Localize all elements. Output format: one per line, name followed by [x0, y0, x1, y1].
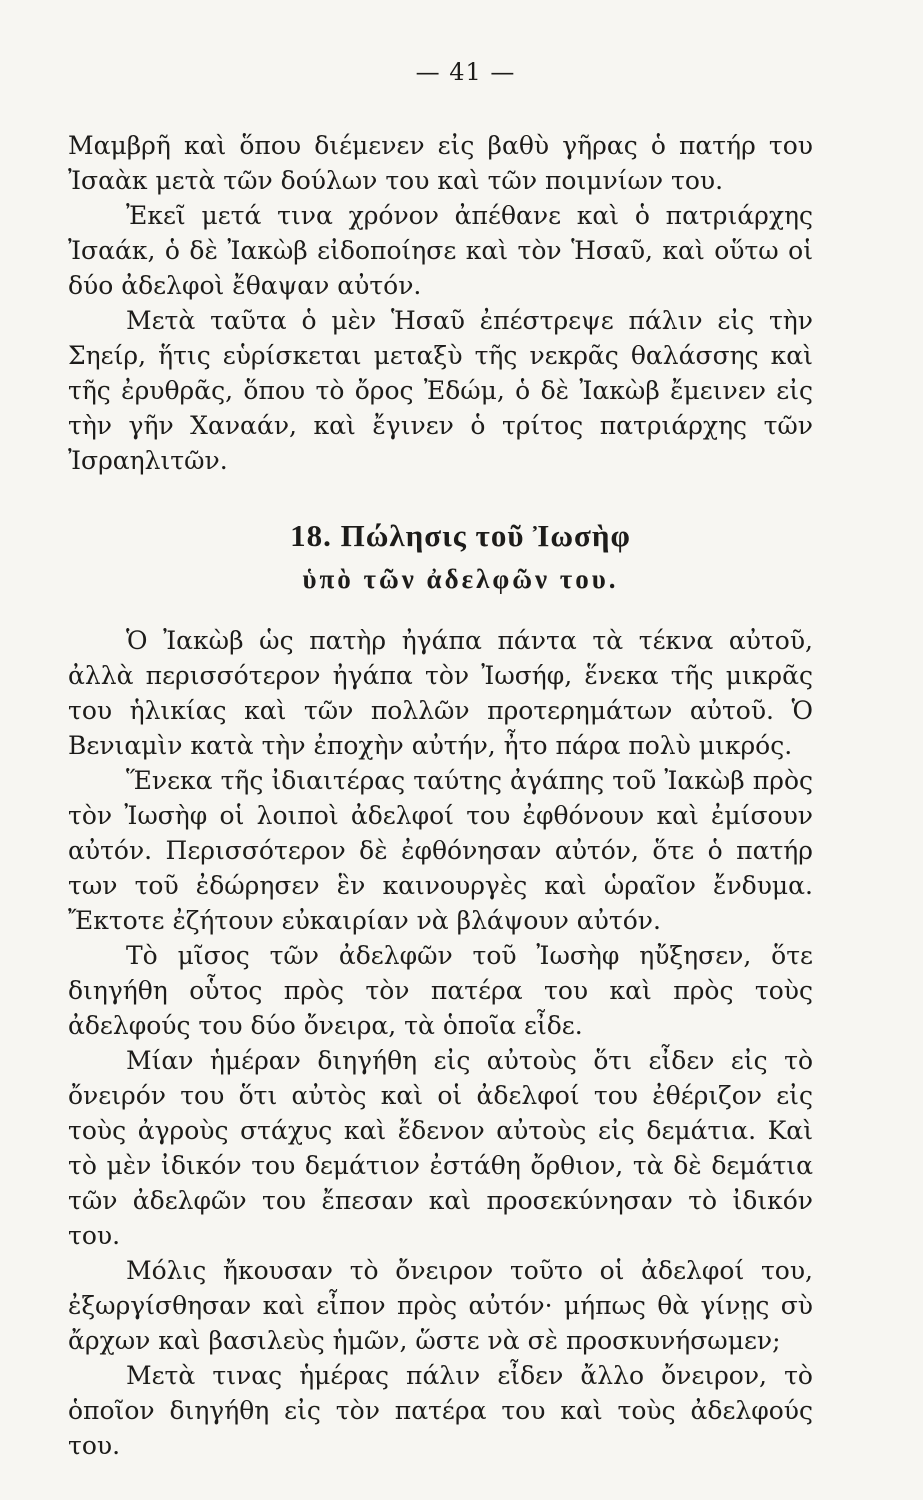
section-heading: 18. Πώλησις τοῦ Ἰωσὴφ — [290, 518, 631, 553]
paragraph: Ἐκεῖ μετά τινα χρόνον ἀπέθανε καὶ ὁ πατριάρχης Ἰσαάκ, ὁ δὲ Ἰακὼβ εἰδοποίησε καὶ τὸν Ἡσαῦ, καὶ οὕτω οἱ δύο ἀδελφοὶ ἔθαψαν αὐτόν. — [68, 201, 813, 300]
paragraph: Μόλις ἤκουσαν τὸ ὄνειρον τοῦτο οἱ ἀδελφοί του, ἐξωργίσθησαν καὶ εἶπον πρὸς αὐτόν· μήπως θὰ γίνῃς σὺ ἄρχων καὶ βασιλεὺς ἡμῶν, ὥστε νὰ σὲ προσκυνήσωμεν; — [68, 1256, 813, 1355]
paragraph: Μετὰ τινας ἡμέρας πάλιν εἶδεν ἄλλο ὄνειρον, τὸ ὁποῖον διηγήθη εἰς τὸν πατέρα του καὶ τοὺς ἀδελφούς του. — [68, 1361, 813, 1460]
paragraph: Μαμβρῆ καὶ ὅπου διέμενεν εἰς βαθὺ γῆρας ὁ πατήρ του Ἰσαὰκ μετὰ τῶν δούλων του καὶ τῶν ποιμνίων του. — [68, 131, 813, 195]
page-number: — 41 — — [415, 58, 516, 86]
paragraph: Ἕνεκα τῆς ἰδιαιτέρας ταύτης ἀγάπης τοῦ Ἰακὼβ πρὸς τὸν Ἰωσὴφ οἱ λοιποὶ ἀδελφοί του ἐφθόνουν καὶ ἐμίσουν αὐτόν. Περισσότερον δὲ ἐφθόνησαν αὐτόν, ὅτε ὁ πατήρ των τοῦ ἐδώρησεν ἓν καινουργὲς καὶ ὡραῖον ἔνδυμα. Ἔκτοτε ἐζήτουν εὐκαιρίαν νὰ βλάψουν αὐτόν. — [68, 766, 813, 935]
section-subheading: ὑπὸ τῶν ἀδελφῶν του. — [302, 564, 619, 594]
paragraph: Μίαν ἡμέραν διηγήθη εἰς αὐτοὺς ὅτι εἶδεν εἰς τὸ ὄνειρόν του ὅτι αὐτὸς καὶ οἱ ἀδελφοί του ἐθέριζον εἰς τοὺς ἀγροὺς στάχυς καὶ ἔδενον αὐτοὺς εἰς δεμάτια. Καὶ τὸ μὲν ἰδικόν του δεμάτιον ἐστάθη ὄρθιον, τὰ δὲ δεμάτια τῶν ἀδελφῶν του ἔπεσαν καὶ προσεκύνησαν τὸ ἰδικόν του. — [68, 1046, 813, 1250]
paragraph: Μετὰ ταῦτα ὁ μὲν Ἡσαῦ ἐπέστρεψε πάλιν εἰς τὴν Σηείρ, ἥτις εὑρίσκεται μεταξὺ τῆς νεκρᾶς θαλάσσης καὶ τῆς ἐρυθρᾶς, ὅπου τὸ ὄρος Ἐδώμ, ὁ δὲ Ἰακὼβ ἔμεινεν εἰς τὴν γῆν Χαναάν, καὶ ἔγινεν ὁ τρίτος πατριάρχης τῶν Ἰσραηλιτῶν. — [68, 306, 813, 475]
paragraph: Τὸ μῖσος τῶν ἀδελφῶν τοῦ Ἰωσὴφ ηὔξησεν, ὅτε διηγήθη οὗτος πρὸς τὸν πατέρα του καὶ πρὸς τοὺς ἀδελφούς του δύο ὄνειρα, τὰ ὁποῖα εἶδε. — [68, 941, 813, 1040]
paragraph: Ὁ Ἰακὼβ ὡς πατὴρ ἠγάπα πάντα τὰ τέκνα αὐτοῦ, ἀλλὰ περισσότερον ἠγάπα τὸν Ἰωσήφ, ἕνεκα τῆς μικρᾶς του ἡλικίας καὶ τῶν πολλῶν προτερημάτων αὐτοῦ. Ὁ Βενιαμὶν κατὰ τὴν ἐποχὴν αὐτήν, ἦτο πάρα πολὺ μικρός. — [68, 626, 813, 760]
